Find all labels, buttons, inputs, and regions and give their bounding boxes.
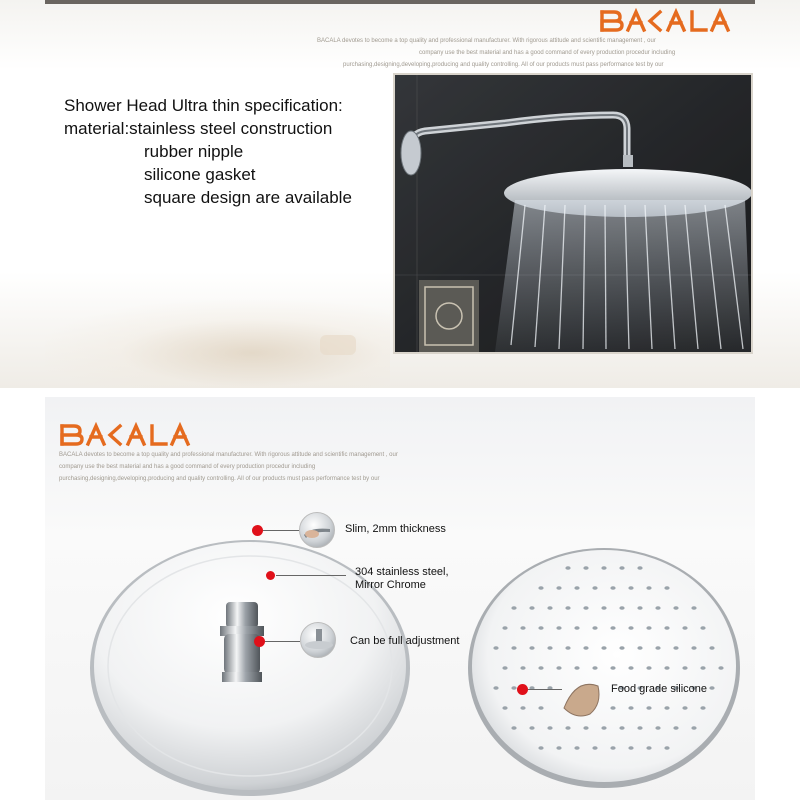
nozzle bbox=[691, 646, 696, 650]
nozzle bbox=[592, 586, 597, 590]
nozzle bbox=[700, 666, 705, 670]
nozzle bbox=[664, 746, 669, 750]
nozzle bbox=[601, 646, 606, 650]
nozzle bbox=[583, 726, 588, 730]
nozzle bbox=[592, 626, 597, 630]
nozzle bbox=[637, 606, 642, 610]
nozzle bbox=[565, 646, 570, 650]
nozzle bbox=[691, 726, 696, 730]
callout-steel-text bbox=[355, 566, 449, 592]
nozzle bbox=[565, 726, 570, 730]
nozzle bbox=[538, 746, 543, 750]
logo-text-top: BAKALA bbox=[598, 8, 602, 9]
nozzle bbox=[628, 586, 633, 590]
nozzle bbox=[682, 706, 687, 710]
callout-dot-steel bbox=[266, 571, 275, 580]
nozzle bbox=[718, 666, 723, 670]
nozzle bbox=[538, 706, 543, 710]
callout-leader-slim bbox=[263, 530, 299, 531]
shower-photo bbox=[393, 73, 753, 354]
spec-gasket: silicone gasket bbox=[144, 165, 256, 184]
nozzle bbox=[601, 566, 606, 570]
nozzle bbox=[700, 626, 705, 630]
nozzle bbox=[583, 566, 588, 570]
shower-bathroom-photo-icon bbox=[395, 75, 751, 352]
nozzle bbox=[619, 646, 624, 650]
callout-slim-text: Slim, 2mm thickness bbox=[345, 523, 446, 535]
nozzle bbox=[628, 666, 633, 670]
nozzle bbox=[511, 606, 516, 610]
nozzle bbox=[574, 586, 579, 590]
tagline-bottom-line-2: company use the best material and has a good command of every production procedur including bbox=[59, 464, 316, 470]
nozzle bbox=[709, 686, 714, 690]
spec-material: material:stainless steel construction bbox=[64, 119, 333, 138]
nozzle bbox=[583, 606, 588, 610]
thumb-adjust-icon bbox=[300, 622, 336, 658]
nozzle bbox=[637, 566, 642, 570]
nozzle bbox=[664, 706, 669, 710]
nozzle bbox=[610, 586, 615, 590]
nozzle bbox=[610, 746, 615, 750]
nozzle bbox=[655, 646, 660, 650]
nozzle bbox=[673, 726, 678, 730]
nozzle bbox=[646, 626, 651, 630]
nozzle bbox=[673, 646, 678, 650]
nozzle bbox=[556, 626, 561, 630]
nozzle bbox=[493, 646, 498, 650]
tagline-top-line-2: company use the best material and has a good command of every production procedur including bbox=[419, 50, 676, 56]
callout-leader-steel bbox=[276, 575, 346, 576]
nozzle bbox=[574, 626, 579, 630]
nozzle bbox=[637, 646, 642, 650]
nozzle bbox=[610, 666, 615, 670]
logo-text-bottom: BAKALA bbox=[58, 422, 62, 423]
nozzle bbox=[529, 726, 534, 730]
tagline-top-line-3: purchasing,designing,developing,producing and quality controlling. All of our products must pass performance test by our bbox=[343, 62, 664, 68]
top-panel bbox=[0, 0, 800, 388]
spec-square: square design are available bbox=[144, 188, 352, 207]
nozzle bbox=[610, 626, 615, 630]
nozzle bbox=[547, 646, 552, 650]
nozzle bbox=[538, 586, 543, 590]
callout-dot-slim bbox=[252, 525, 263, 536]
spec-title: Shower Head Ultra thin specification: bbox=[64, 96, 343, 115]
callout-leader-adjust bbox=[265, 641, 300, 642]
nozzle bbox=[628, 746, 633, 750]
nozzle bbox=[619, 606, 624, 610]
nozzle bbox=[556, 746, 561, 750]
callout-dot-adjust bbox=[254, 636, 265, 647]
nozzle bbox=[502, 706, 507, 710]
nozzle bbox=[574, 746, 579, 750]
nozzle bbox=[502, 666, 507, 670]
nozzle bbox=[655, 606, 660, 610]
callout-adjust-text: Can be full adjustment bbox=[350, 635, 460, 647]
tagline-bottom bbox=[59, 449, 539, 485]
nozzle bbox=[520, 626, 525, 630]
nozzle bbox=[529, 606, 534, 610]
nozzle bbox=[601, 606, 606, 610]
nozzle bbox=[673, 606, 678, 610]
nozzle bbox=[592, 666, 597, 670]
nozzle bbox=[628, 626, 633, 630]
nozzle bbox=[565, 566, 570, 570]
nozzle bbox=[583, 646, 588, 650]
nozzle bbox=[547, 726, 552, 730]
tagline-top bbox=[317, 35, 757, 71]
callout-steel-line-1: 304 stainless steel, bbox=[355, 566, 449, 578]
tagline-top-line-1: BACALA devotes to become a top quality and professional manufacturer. With rigorous attitude and scientific management , our bbox=[317, 38, 656, 44]
nozzle bbox=[538, 666, 543, 670]
nozzle bbox=[691, 606, 696, 610]
nozzle bbox=[646, 706, 651, 710]
nozzle bbox=[646, 586, 651, 590]
callout-steel-line-2: Mirror Chrome bbox=[355, 579, 426, 591]
nozzle bbox=[502, 626, 507, 630]
nozzle bbox=[556, 586, 561, 590]
tagline-bottom-line-3: purchasing,designing,developing,producing and quality controlling. All of our products must pass performance test by our bbox=[59, 476, 380, 482]
nozzle bbox=[664, 586, 669, 590]
bakala-logo-bottom bbox=[58, 422, 208, 448]
nozzle bbox=[682, 666, 687, 670]
bokeh-object bbox=[320, 335, 356, 355]
nozzle bbox=[538, 626, 543, 630]
nozzle bbox=[709, 646, 714, 650]
nozzle bbox=[646, 666, 651, 670]
nozzle bbox=[682, 626, 687, 630]
nozzle bbox=[520, 706, 525, 710]
callout-dot-silicone bbox=[517, 684, 528, 695]
nozzle bbox=[592, 746, 597, 750]
thumb-slim-icon bbox=[299, 512, 335, 548]
nozzle bbox=[664, 666, 669, 670]
spec-rubber: rubber nipple bbox=[144, 142, 244, 161]
nozzle bbox=[493, 686, 498, 690]
nozzle bbox=[547, 606, 552, 610]
nozzle bbox=[637, 726, 642, 730]
nozzle bbox=[574, 666, 579, 670]
top-strip bbox=[45, 0, 755, 4]
nozzle bbox=[565, 606, 570, 610]
nozzle bbox=[619, 726, 624, 730]
shower-head-nozzle-render-icon bbox=[466, 548, 743, 800]
nozzle bbox=[610, 706, 615, 710]
nozzle bbox=[529, 646, 534, 650]
nozzle bbox=[511, 686, 516, 690]
callout-silicone-text: Food grade silicone bbox=[611, 683, 708, 695]
nozzle bbox=[646, 746, 651, 750]
nozzle bbox=[520, 666, 525, 670]
nozzle bbox=[619, 566, 624, 570]
nozzle bbox=[655, 726, 660, 730]
callout-leader-silicone bbox=[528, 689, 562, 690]
nozzle bbox=[601, 726, 606, 730]
nozzle bbox=[511, 726, 516, 730]
nozzle bbox=[511, 646, 516, 650]
bakala-logo-top bbox=[598, 8, 748, 34]
nozzle bbox=[700, 706, 705, 710]
nozzle bbox=[628, 706, 633, 710]
tagline-bottom-line-1: BACALA devotes to become a top quality and professional manufacturer. With rigorous attitude and scientific management , our bbox=[59, 452, 398, 458]
nozzle bbox=[556, 666, 561, 670]
nozzle bbox=[664, 626, 669, 630]
